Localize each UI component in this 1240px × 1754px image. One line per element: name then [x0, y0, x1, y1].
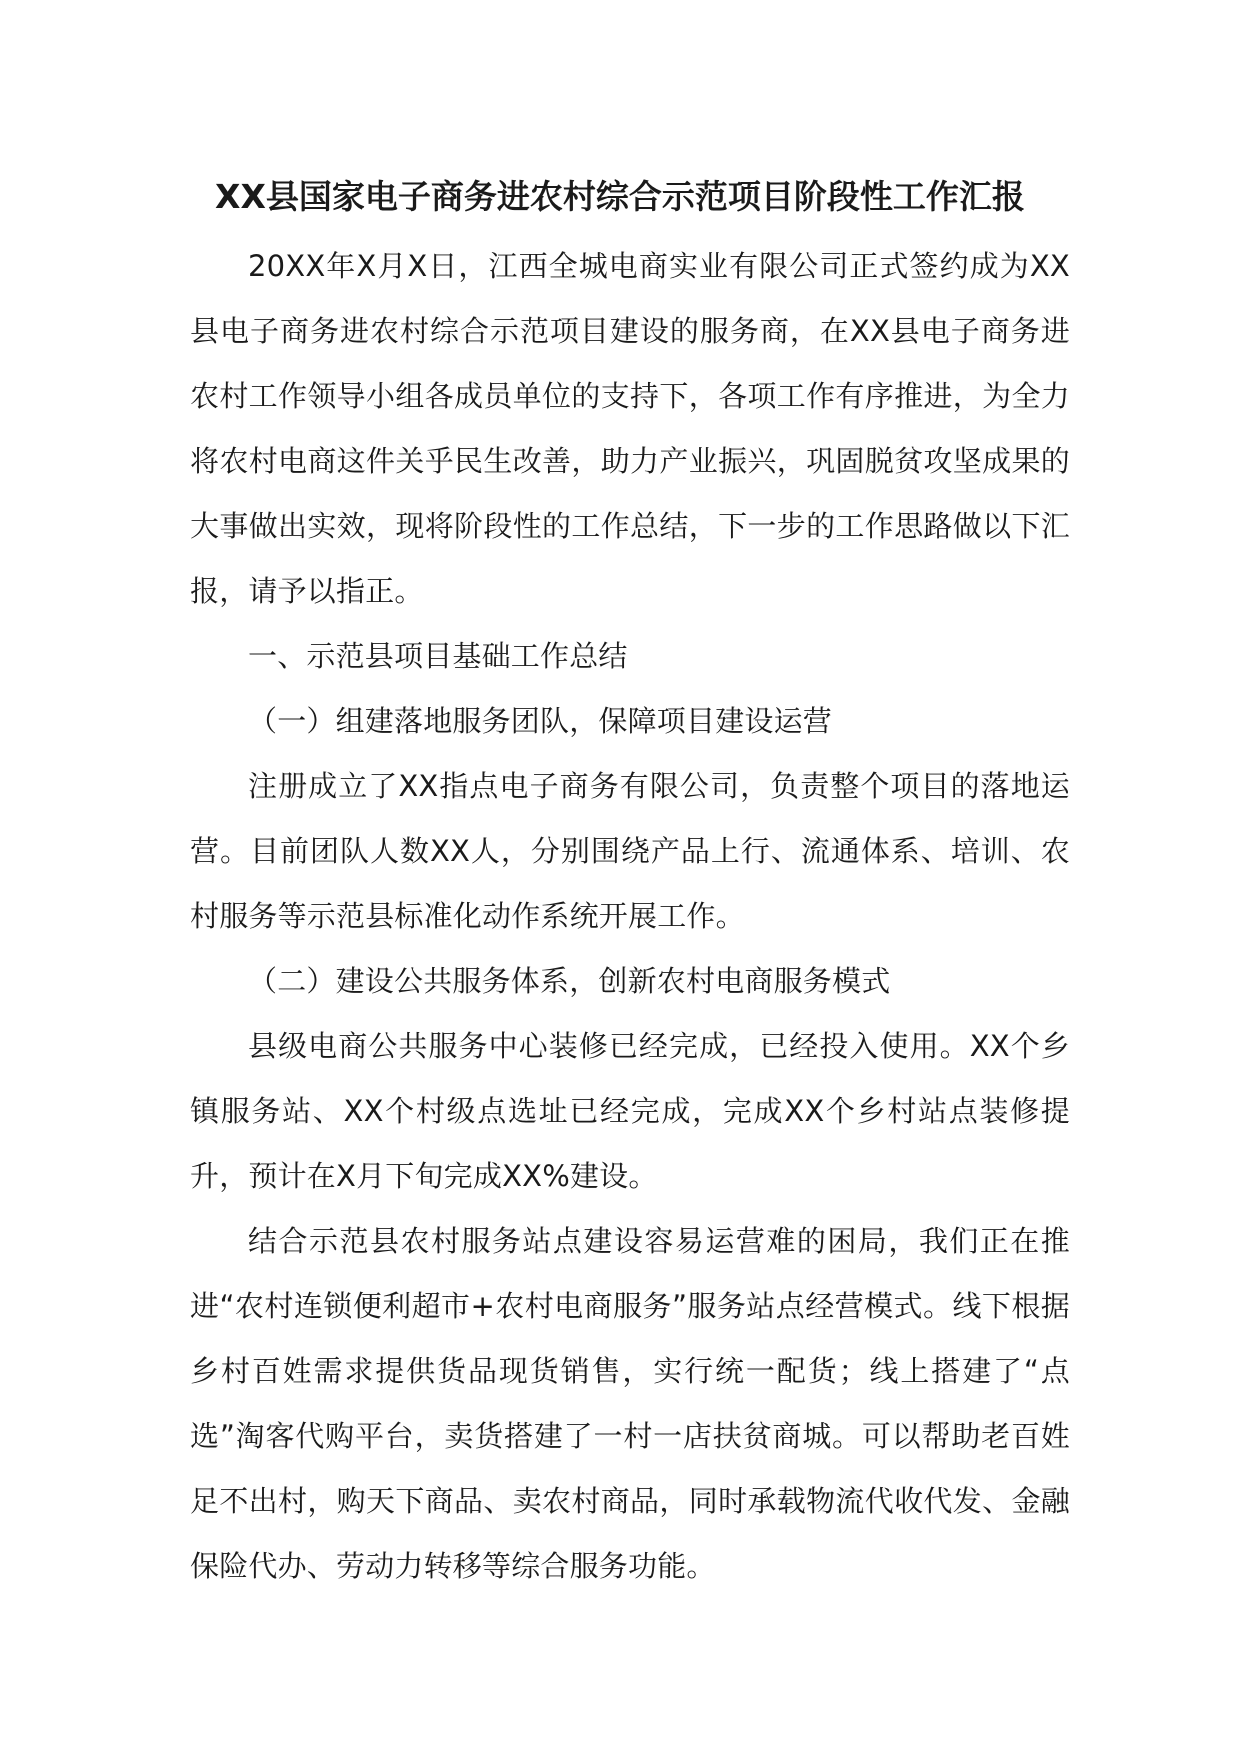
subsection-heading-1: （一）组建落地服务团队，保障项目建设运营 — [248, 704, 833, 738]
service-model-paragraph: 结合示范县农村服务站点建设容易运营难的困局，我们正在推进“农村连锁便利超市+农村电商服务”服务站点经营模式。线下根据乡村百姓需求提供货品现货销售，实行统一配货；线上搭建了“点选”淘客代购平台，卖货搭建了一村一店扶贫商城。可以帮助老百姓足不出村，购天下商品、卖农村商品，同时承载物流代收代发、金融保险代办、劳动力转移等综合服务功能。 — [190, 1224, 1070, 1583]
section-heading-1: 一、示范县项目基础工作总结 — [248, 639, 628, 673]
subsection-heading-2: （二）建设公共服务体系，创新农村电商服务模式 — [248, 964, 891, 998]
team-paragraph: 注册成立了XX指点电子商务有限公司，负责整个项目的落地运营。目前团队人数XX人，分别围绕产品上行、流通体系、培训、农村服务等示范县标准化动作系统开展工作。 — [190, 769, 1070, 933]
service-center-paragraph: 县级电商公共服务中心装修已经完成，已经投入使用。XX个乡镇服务站、XX个村级点选址已经完成，完成XX个乡村站点装修提升，预计在X月下旬完成XX%建设。 — [190, 1029, 1070, 1193]
intro-paragraph: 20XX年X月X日，江西全城电商实业有限公司正式签约成为XX县电子商务进农村综合示范项目建设的服务商，在XX县电子商务进农村工作领导小组各成员单位的支持下，各项工作有序推进，为全力将农村电商这件关乎民生改善，助力产业振兴，巩固脱贫攻坚成果的大事做出实效，现将阶段性的工作总结，下一步的工作思路做以下汇报，请予以指正。 — [190, 249, 1070, 608]
document-title: XX县国家电子商务进农村综合示范项目阶段性工作汇报 — [215, 177, 1025, 216]
document-body — [190, 234, 1070, 1599]
